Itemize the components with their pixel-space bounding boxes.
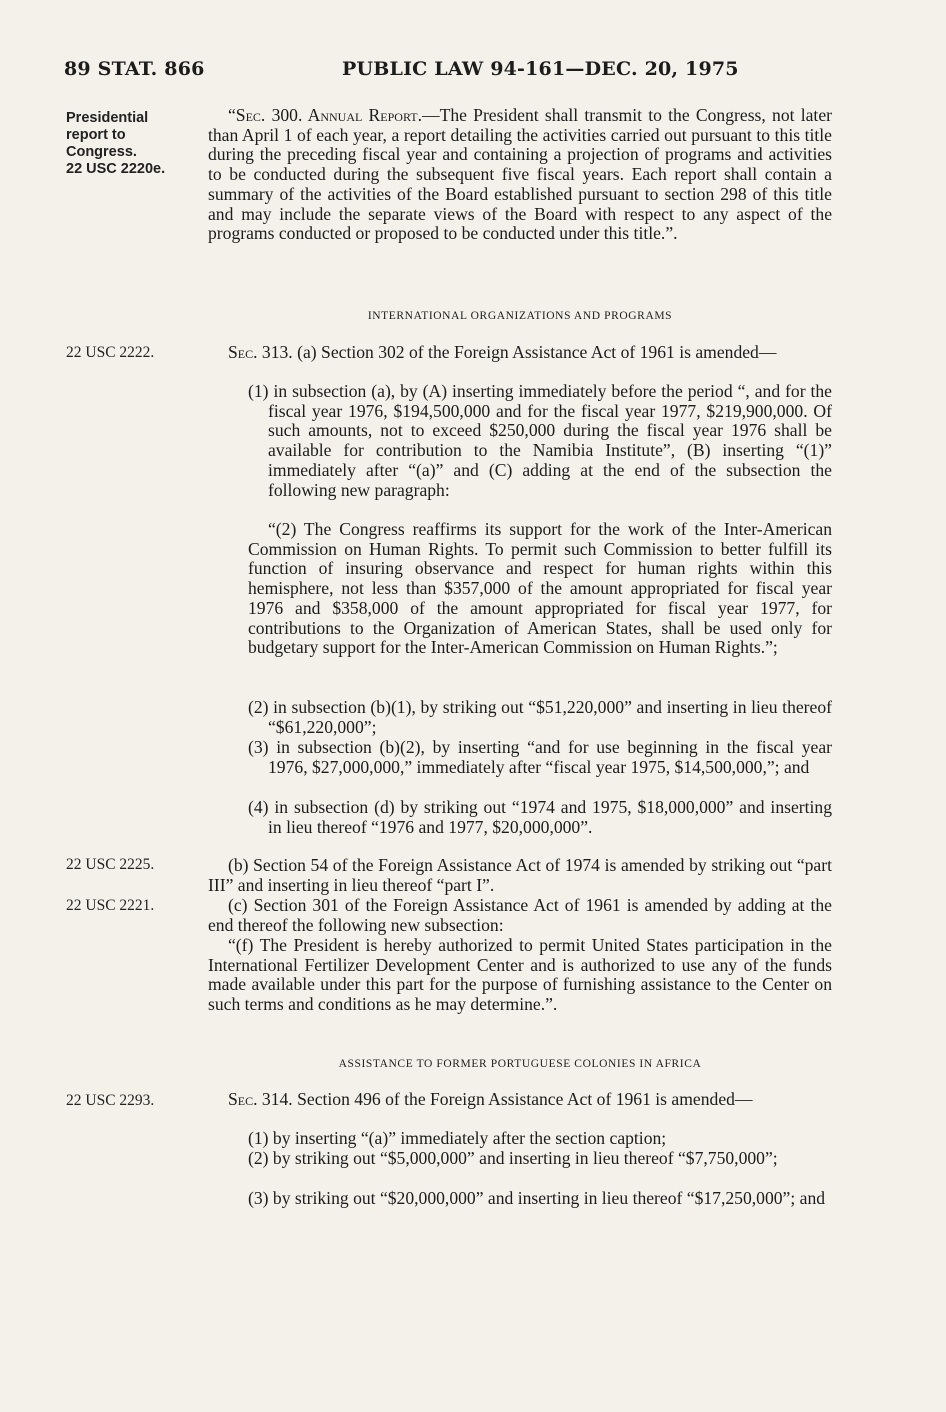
section-314-para-3: (3) by striking out “$20,000,000” and inserting in lieu thereof “$17,250,000”; and bbox=[248, 1188, 826, 1208]
section-313-para-4: (4) in subsection (d) by striking out “1974 and 1975, $18,000,000” and inserting in lieu thereof “1976 and 1977, $20,000,000”. bbox=[248, 797, 832, 837]
section-313-intro bbox=[208, 343, 832, 363]
heading-international-organizations: INTERNATIONAL ORGANIZATIONS AND PROGRAMS bbox=[367, 310, 673, 322]
section-314-label: Sec. 314. bbox=[228, 1089, 293, 1109]
margin-note-line: Presidential bbox=[66, 110, 149, 126]
section-313-new-subsection-f: “(f) The President is hereby authorized to permit United States participation in the International Fertilizer Development Center and is authorized to use any of the funds made available under this part for the purpose of furnishing assistance to the Center on such terms and conditions as he may determine.”. bbox=[208, 935, 832, 1015]
section-313-para-1: (1) in subsection (a), by (A) inserting immediately before the period “, and for the fiscal year 1976, $194,500,000 and for the fiscal year 1977, $219,900,000. Of such amounts, not to exceed $250,000 during the fiscal year 1976 shall be available for contribution to the Namibia Institute”, (B) inserting “(1)” immediately after “(a)” and (C) adding at the end of the subsection the following new paragraph: bbox=[248, 381, 832, 500]
section-313-para-3: (3) in subsection (b)(2), by inserting “and for use beginning in the fiscal year 1976, $27,000,000,” immediately after “fiscal year 1975, $14,500,000,”; and bbox=[248, 737, 832, 777]
section-300-open: “Sec. 300. bbox=[228, 105, 308, 125]
stat-page-number: 89 STAT. 866 bbox=[64, 58, 205, 80]
section-313-intro-text: (a) Section 302 of the Foreign Assistance Act of 1961 is amended— bbox=[292, 342, 777, 362]
section-313-label: Sec. 313. bbox=[228, 342, 293, 362]
margin-note-22-usc-2225: 22 USC 2225. bbox=[66, 856, 155, 873]
section-314-para-1: (1) by inserting “(a)” immediately after the section caption; bbox=[248, 1128, 667, 1148]
margin-note-line: report to bbox=[66, 127, 126, 143]
section-314-intro bbox=[208, 1090, 832, 1110]
section-313-para-2: (2) in subsection (b)(1), by striking out “$51,220,000” and inserting in lieu thereof “$61,220,000”; bbox=[248, 697, 832, 737]
running-header: PUBLIC LAW 94-161—DEC. 20, 1975 bbox=[342, 58, 739, 80]
section-300-paragraph bbox=[208, 106, 832, 244]
margin-note-presidential-report bbox=[66, 110, 206, 178]
margin-note-22-usc-2221: 22 USC 2221. bbox=[66, 897, 155, 914]
heading-portuguese-colonies: ASSISTANCE TO FORMER PORTUGUESE COLONIES IN AFRICA bbox=[338, 1058, 702, 1070]
margin-note-22-usc-2222: 22 USC 2222. bbox=[66, 344, 155, 361]
section-314-intro-text: Section 496 of the Foreign Assistance Act of 1961 is amended— bbox=[292, 1089, 753, 1109]
section-313-quoted-paragraph: “(2) The Congress reaffirms its support for the work of the Inter-American Commission on Human Rights. To permit such Commission to better fulfill its function of insuring observance and respect for human rights within this hemisphere, not less than $357,000 of the amount appropriated for fiscal year 1976 and $358,000 of the amount appropriated for fiscal year 1977, for contributions to the Organization of American States, shall be used only for budgetary support for the Inter-American Commission on Human Rights.”; bbox=[248, 519, 832, 658]
section-300-caption: Annual Report. bbox=[307, 105, 422, 125]
section-314-para-2: (2) by striking out “$5,000,000” and inserting in lieu thereof “$7,750,000”; bbox=[248, 1148, 778, 1168]
margin-note-line: Congress. bbox=[66, 144, 137, 160]
margin-note-line: 22 USC 2220e. bbox=[66, 161, 166, 177]
margin-note-22-usc-2293: 22 USC 2293. bbox=[66, 1092, 155, 1109]
section-300-text: —The President shall transmit to the Congress, not later than April 1 of each year, a report detailing the activities carried out pursuant to this title during the preceding fiscal year and containing a projection of programs and activities to be conducted during the subsequent five fiscal years. Each report shall contain a summary of the activities of the Board established pursuant to section 298 of this title and may include the separate views of the Board with respect to any aspect of the programs conducted or proposed to be conducted under this title.”. bbox=[208, 105, 832, 244]
section-313-subsection-b: (b) Section 54 of the Foreign Assistance Act of 1974 is amended by striking out “part III” and inserting in lieu thereof “part I”. bbox=[208, 855, 832, 895]
section-313-subsection-c: (c) Section 301 of the Foreign Assistance Act of 1961 is amended by adding at the end thereof the following new subsection: bbox=[208, 895, 832, 935]
